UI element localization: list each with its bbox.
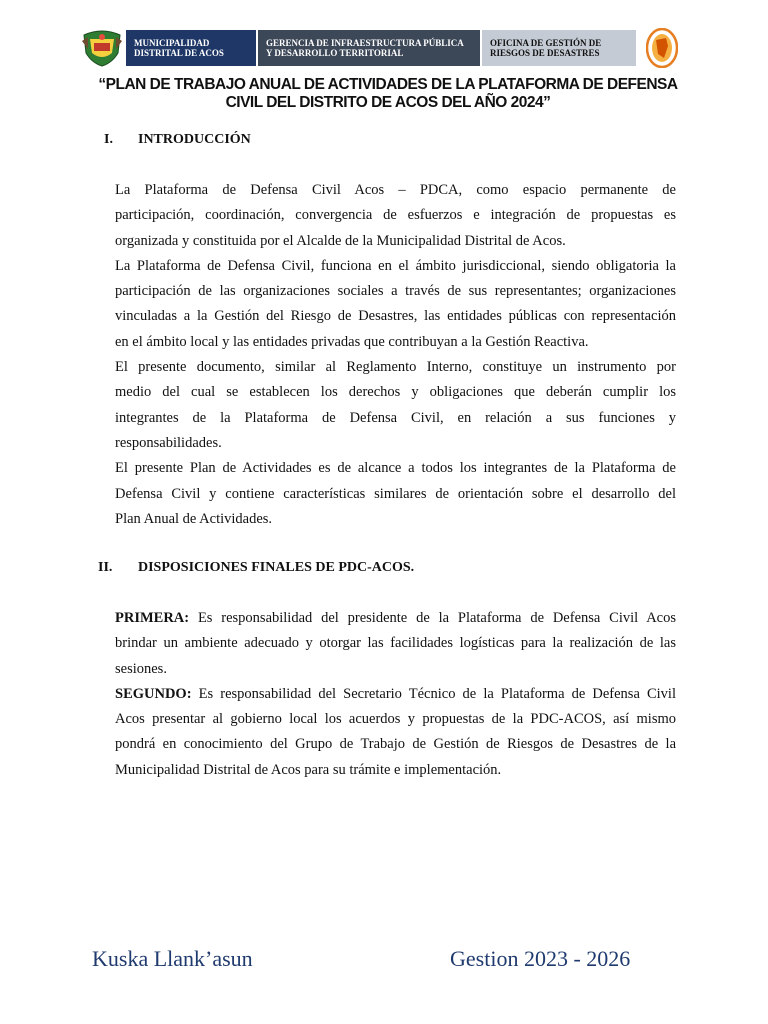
- primera-label: PRIMERA:: [115, 610, 190, 626]
- intro-line: El presente documento, similar al Reglamento Interno, constituye un instrumento por: [115, 359, 676, 376]
- title-line-1: “PLAN DE TRABAJO ANUAL DE ACTIVIDADES DE LA PLATAFORMA DE DEFENSA: [98, 76, 678, 93]
- org3-line2: RIESGOS DE DESASTRES: [490, 48, 600, 58]
- org3-line1: OFICINA DE GESTIÓN DE: [490, 38, 602, 48]
- intro-line: medio del cual se establecen los derechos y obligaciones que deberán cumplir los: [115, 384, 676, 401]
- segundo-line: Municipalidad Distrital de Acos para su trámite e implementación.: [115, 761, 502, 778]
- risk-office-logo-icon: [646, 28, 678, 68]
- letterhead: [78, 28, 682, 70]
- org2-line1: GERENCIA DE INFRAESTRUCTURA PÚBLICA: [266, 38, 464, 48]
- intro-line: Defensa Civil y contiene características similares de orientación sobre el desarrollo del: [115, 485, 676, 502]
- infrastructure-bar: [258, 30, 480, 66]
- intro-line: participación, coordinación, convergencia de esfuerzos e integración de propuestas es: [115, 207, 676, 224]
- section-2-heading: [98, 560, 414, 576]
- org1-line1: MUNICIPALIDAD: [134, 38, 210, 48]
- section-1-number: I.: [104, 132, 113, 147]
- intro-line: La Plataforma de Defensa Civil Acos – PDCA, como espacio permanente de: [115, 182, 676, 198]
- intro-line: Plan Anual de Actividades.: [115, 510, 273, 527]
- municipality-bar: [126, 30, 256, 66]
- org1-line2: DISTRITAL DE ACOS: [134, 48, 224, 58]
- section-2-title: DISPOSICIONES FINALES DE PDC-ACOS.: [138, 560, 415, 575]
- segundo-label: SEGUNDO:: [115, 685, 192, 702]
- segundo-line: pondrá en conocimiento del Grupo de Trabajo de Gestión de Riesgos de Desastres de la: [115, 736, 676, 753]
- segundo-text: Es responsabilidad del Secretario Técnico de la Plataforma de Defensa Civil: [191, 685, 676, 702]
- intro-line: vinculadas a la Gestión del Riesgo de Desastres, las entidades públicas con representación: [115, 308, 676, 325]
- section-2-number: II.: [98, 560, 113, 575]
- intro-line: La Plataforma de Defensa Civil, funciona en el ámbito jurisdiccional, siendo obligatoria la: [115, 257, 676, 274]
- intro-line: El presente Plan de Actividades es de alcance a todos los integrantes de la Plataforma de: [115, 460, 676, 477]
- org2-line2: Y DESARROLLO TERRITORIAL: [266, 48, 404, 58]
- municipal-crest-icon: [82, 29, 122, 67]
- footer-term: Gestion 2023 - 2026: [450, 946, 631, 971]
- title-line-2: CIVIL DEL DISTRITO DE ACOS DEL AÑO 2024”: [225, 94, 551, 111]
- primera-line: brindar un ambiente adecuado y otorgar las facilidades logísticas para la realización de las: [115, 635, 676, 652]
- intro-line: responsabilidades.: [115, 434, 222, 451]
- intro-line: integrantes de la Plataforma de Defensa Civil, en relación a sus funciones y: [115, 409, 676, 426]
- primera-line-1: [115, 606, 676, 631]
- risk-office-bar: [482, 30, 636, 66]
- primera-text: Es responsabilidad del presidente de la Plataforma de Defensa Civil Acos: [189, 610, 676, 626]
- section-1-title: INTRODUCCIÓN: [138, 132, 251, 147]
- intro-line: participación de las organizaciones sociales a través de sus representantes; organizaciones: [115, 283, 676, 300]
- intro-line: en el ámbito local y las entidades privadas que contribuyan a la Gestión Reactiva.: [115, 333, 589, 350]
- document-title: [80, 76, 696, 112]
- segundo-line-1: [115, 682, 676, 707]
- footer-slogan: Kuska Llank’asun: [92, 946, 253, 971]
- segundo-line: Acos presentar al gobierno local los acuerdos y propuestas de la PDC-ACOS, así mismo: [115, 711, 676, 728]
- introduction-text: [115, 178, 676, 532]
- primera-line: sesiones.: [115, 660, 167, 677]
- final-provisions-text: [115, 606, 676, 783]
- section-1-heading: [104, 132, 251, 148]
- intro-line: organizada y constituida por el Alcalde de la Municipalidad Distrital de Acos.: [115, 232, 566, 249]
